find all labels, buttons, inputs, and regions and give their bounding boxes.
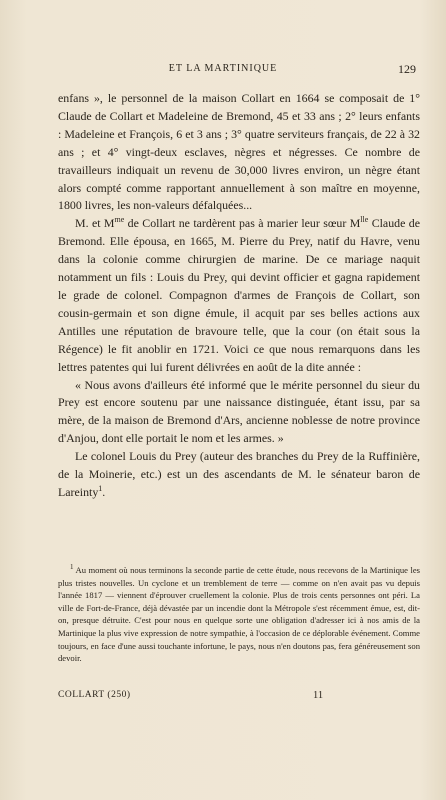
paragraph-marriage: [58, 215, 420, 376]
footnote-marker: 1: [70, 563, 74, 572]
text-run: M. et M: [75, 216, 115, 231]
page-footer: [58, 690, 420, 704]
footnotes: [58, 564, 420, 665]
running-title: ET LA MARTINIQUE: [168, 63, 278, 74]
text-run: Claude de Bremond. Elle épousa, en 1665, M. Pierre du Prey, natif du Havre, venu dans la colonie comme chirurgien de marine. De ce mariage naquit notamment un fils : Louis du Prey, qui devint officier et gagna rapidement le grade de colonel. Compagnon d'armes de François de Collart, son cousin-germain et son digne émule, il acquit par ses belles actions aux Antilles une réputation de bravoure telle, que la cour (on était sous la Régence) le fit anoblir en 1721. Voici ce que nous remarquons dans les lettres patentes qui lui furent délivrées en août de la dite année :: [58, 216, 420, 374]
paragraph-continued: enfans », le personnel de la maison Collart en 1664 se composait de 1° Claude de Collart et Madeleine de Bremond, 45 et 33 ans ; 2° leurs enfants : Madeleine et François, 6 et 3 ans ; 3° quatre serviteurs français, de 22 à 32 ans ; et 4° vingt-deux esclaves, nègres et négresses. Ce nombre de travailleurs indiquait un revenu de 30,000 livres environ, un nègre étant alors compté comme rapportant annuellement à son maître en moyenne, 1800 livres, les non-valeurs défalquées...: [58, 91, 420, 213]
page-number: 129: [398, 62, 416, 76]
text-run: .: [102, 484, 106, 499]
running-head: [0, 63, 446, 79]
superscript-lle: lle: [360, 215, 369, 225]
footnote-text: Au moment où nous terminons la seconde partie de cette étude, nous recevons de la Martinique les plus tristes nouvelles. Un cyclone et un tremblement de terre — comme on n'en avait pas vu depuis l'année 1817 — viennent d'éprouver cruellement la colonie. Plus de trois cents personnes ont péri. La ville de Fort-de-France, déjà dévastée par un incendie dont la Métropole s'est récemment émue, est, dit-on, presque détruite. C'est pour nous en quelque sorte une obligation d'adresser ici à nos amis de la Martinique la plus vive expression de notre sympathie, à l'occasion de ce déplorable événement. Comme toujours, en face d'une aussi touchante infortune, le pays, nous n'en doutons pas, fera généreusement son devoir.: [58, 565, 420, 664]
footnote-reference: 1: [98, 483, 103, 493]
body-text: [58, 90, 420, 502]
paragraph-colonel: [58, 448, 420, 502]
sheet-number: 11: [313, 690, 324, 701]
block-quote: « Nous avons d'ailleurs été informé que le mérite personnel du sieur du Prey est encore soutenu par une naissance distinguée, étant issu, par sa mère, de la maison de Bremond d'Ars, ancienne noblesse de notre province d'Anjou, dont elle portait le nom et les armes. »: [58, 377, 420, 446]
superscript-me: me: [114, 215, 125, 225]
printer-signature: COLLART (250): [58, 690, 131, 700]
footnote: [58, 564, 420, 665]
text-run: Le colonel Louis du Prey (auteur des branches du Prey de la Ruffinière, de la Moinerie, etc.) est un des ascendants de M. le sénateur baron de Lareinty: [58, 449, 420, 499]
text-run: de Collart ne tardèrent pas à marier leur sœur M: [124, 216, 361, 231]
